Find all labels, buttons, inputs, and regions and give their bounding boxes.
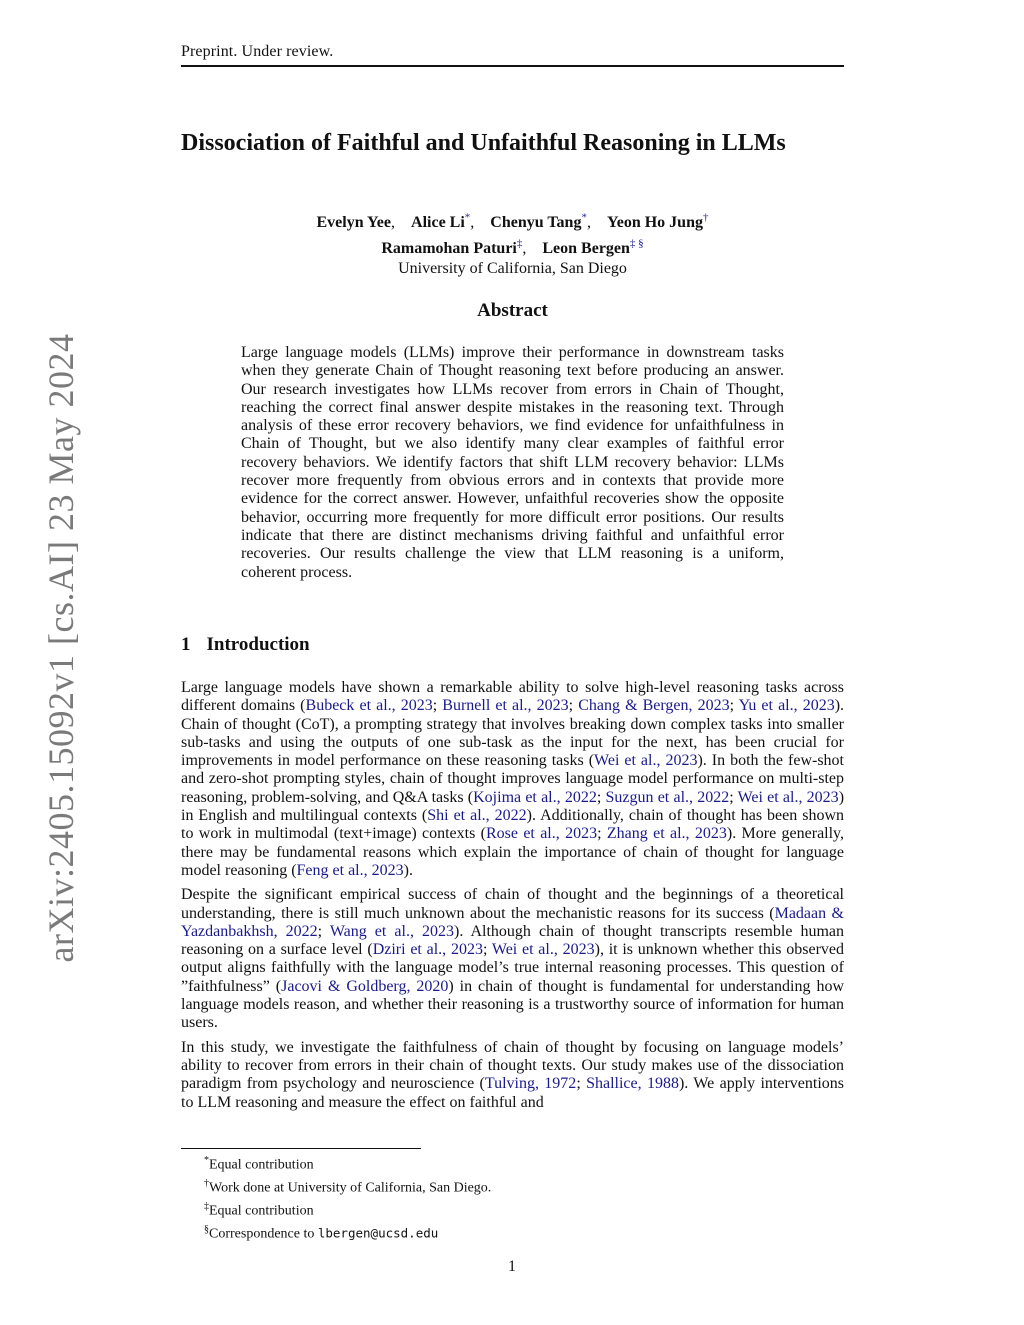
- paragraph-text: ;: [482, 941, 492, 959]
- citation-link[interactable]: Burnell et al., 2023: [442, 697, 569, 715]
- footnote-text: Correspondence to: [209, 1227, 318, 1243]
- footnote-mark: †: [204, 1178, 209, 1190]
- email-link[interactable]: lbergen@ucsd.edu: [317, 1226, 439, 1242]
- footnote-text: Work done at University of California, San Diego.: [209, 1180, 492, 1196]
- author: [607, 214, 709, 231]
- paragraph-text: ).: [403, 861, 413, 879]
- author-name: Leon Bergen: [542, 239, 630, 257]
- paragraph-text: ) in English and multilingual contexts (: [181, 788, 845, 825]
- paragraph-text: ). Additionally, chain of thought has been shown to work in multimodal (text+image) contexts (: [181, 807, 845, 843]
- paragraph-text: ;: [317, 922, 330, 940]
- author-name: Alice Li: [411, 214, 465, 232]
- section-title: Introduction: [206, 634, 310, 655]
- citation-link[interactable]: Tulving, 1972: [484, 1075, 577, 1093]
- author-name: Ramamohan Paturi: [381, 239, 517, 257]
- paragraph-text: ) in chain of thought is fundamental for understanding how language models reason, and whether their reasoning is a trustworthy source of information for human users.: [181, 977, 844, 1032]
- paragraph: [181, 679, 844, 880]
- paragraph-text: In this study, we investigate the faithfulness of chain of thought by focusing on language models’ ability to recover from errors in their chain of thought texts. Our study makes use of the dissociation paradigm from psychology and neuroscience (: [181, 1038, 844, 1093]
- paragraph-text: ). Chain of thought (CoT), a prompting strategy that involves breaking down complex tasks into smaller sub-tasks and using the outputs of one sub-task as the input for the next, has been crucial for improvements in model performance on these reasoning tasks (: [181, 697, 845, 770]
- footnote: [204, 1221, 491, 1244]
- paragraph-text: ;: [597, 825, 607, 843]
- author-name: Evelyn Yee: [316, 214, 392, 232]
- paragraph-text: Large language models have shown a remarkable ability to solve high-level reasoning tasks across different domains (: [181, 679, 844, 715]
- abstract-text: Large language models (LLMs) improve their performance in downstream tasks when they generate Chain of Thought reasoning text before producing an answer. Our research investigates how LLMs recover from errors in Chain of Thought, reaching the correct final answer despite mistakes in the reasoning text. Through analysis of these error recovery behaviors, we find evidence for unfaithfulness in Chain of Thought, but we also identify many clear examples of faithful error recovery behaviors. We identify factors that shift LLM recovery behavior: LLMs recover more frequently from obvious errors and in contexts that provide more evidence for the correct answer. However, unfaithful recoveries show the opposite behavior, occurring more frequently for more difficult error positions. Our results indicate that there are distinct mechanisms driving faithful and unfaithful error recoveries. Our results challenge the view that LLM reasoning is a uniform, coherent process.: [241, 344, 784, 581]
- running-header: Preprint. Under review.: [181, 43, 334, 60]
- footnote: [204, 1198, 491, 1221]
- abstract-body: [241, 344, 784, 582]
- citation-link[interactable]: Dziri et al., 2023: [372, 941, 483, 959]
- footnote: [204, 1175, 491, 1198]
- author: Ramamohan Paturi‡,: [381, 237, 527, 257]
- citation-link[interactable]: Bubeck et al., 2023: [305, 697, 433, 715]
- author-footnote-mark[interactable]: *: [581, 212, 587, 224]
- author-footnote-mark[interactable]: *: [464, 212, 471, 224]
- abstract-heading: Abstract: [477, 300, 548, 321]
- paragraph-text: ;: [568, 697, 579, 715]
- author: Chenyu Tang*,: [490, 212, 591, 232]
- citation-link[interactable]: Rose et al., 2023: [485, 825, 598, 843]
- footnote-text: Equal contribution: [209, 1157, 314, 1173]
- citation-link[interactable]: Jacovi & Goldberg, 2020: [281, 977, 449, 995]
- citation-link[interactable]: Suzgun et al., 2022: [605, 788, 730, 806]
- footnote-rule: [181, 1148, 421, 1149]
- paragraph-text: ). In both the few-shot and zero-shot prompting styles, chain of thought improves language model performance on multi-step reasoning, problem-solving, and Q&A tasks (: [181, 752, 844, 806]
- author-footnote-mark[interactable]: ‡ §: [629, 237, 644, 250]
- footnotes: [204, 1152, 491, 1245]
- author-footnote-mark[interactable]: ‡: [516, 237, 523, 250]
- footnote-mark: *: [204, 1155, 209, 1166]
- author: [542, 237, 644, 257]
- footnote-mark: §: [204, 1224, 209, 1236]
- header-rule: [181, 65, 844, 67]
- author-block: [181, 208, 844, 279]
- citation-link[interactable]: Kojima et al., 2022: [473, 788, 597, 806]
- introduction-body: [181, 679, 844, 1118]
- citation-link[interactable]: Madaan & Yazdanbakhsh, 2022: [181, 904, 845, 940]
- paragraph-text: ;: [729, 697, 739, 715]
- paragraph-text: ). We apply interventions to LLM reasoning and measure the effect on faithful and: [181, 1075, 844, 1111]
- paragraph-text: ;: [596, 788, 606, 806]
- citation-link[interactable]: Shi et al., 2022: [427, 807, 527, 825]
- paragraph-text: ). Although chain of thought transcripts resemble human reasoning on a surface level (: [181, 922, 845, 959]
- citation-link[interactable]: Wang et al., 2023: [329, 922, 454, 940]
- section-number: 1: [181, 634, 191, 655]
- citation-link[interactable]: Zhang et al., 2023: [606, 825, 727, 843]
- paragraph-text: ;: [576, 1075, 587, 1093]
- author-name: Chenyu Tang: [490, 214, 582, 232]
- paragraph-text: ), it is unknown whether this observed output aligns faithfully with the language model’s true internal reasoning processes. This question of ”faithfulness” (: [181, 941, 845, 995]
- citation-link[interactable]: Yu et al., 2023: [738, 697, 835, 715]
- paragraph: [181, 1039, 844, 1112]
- citation-link[interactable]: Feng et al., 2023: [296, 861, 404, 879]
- paragraph: [181, 886, 844, 1032]
- affiliation: University of California, San Diego: [398, 259, 627, 277]
- paper-title: Dissociation of Faithful and Unfaithful Reasoning in LLMs: [181, 130, 786, 156]
- citation-link[interactable]: Chang & Bergen, 2023: [578, 697, 730, 715]
- paragraph-text: ;: [729, 788, 738, 806]
- section-heading: [181, 634, 310, 656]
- citation-link[interactable]: Wei et al., 2023: [737, 788, 839, 806]
- page-number: 1: [508, 1258, 516, 1275]
- arxiv-identifier: arXiv:2405.15092v1 [cs.AI] 23 May 2024: [41, 333, 81, 963]
- author: Alice Li*,: [411, 212, 475, 232]
- author-name: Yeon Ho Jung: [606, 214, 703, 232]
- citation-link[interactable]: Shallice, 1988: [586, 1075, 679, 1093]
- author-footnote-mark[interactable]: †: [702, 212, 709, 224]
- paragraph-text: ;: [432, 697, 443, 715]
- author-line-1: [181, 208, 844, 233]
- paragraph-text: ). More generally, there may be fundamental reasons which explain the importance of chain of thought for language model reasoning (: [181, 825, 845, 879]
- citation-link[interactable]: Wei et al., 2023: [491, 941, 595, 959]
- author: Evelyn Yee,: [316, 214, 396, 232]
- author-line-2: [181, 233, 844, 258]
- paragraph-text: Despite the significant empirical success of chain of thought and the beginnings of a theoretical understanding, there is still much unknown about the mechanistic reasons for its success (: [181, 886, 844, 922]
- footnote-mark: ‡: [204, 1201, 209, 1213]
- footnote-text: Equal contribution: [209, 1203, 314, 1219]
- citation-link[interactable]: Wei et al., 2023: [594, 752, 698, 770]
- footnote: [204, 1152, 491, 1175]
